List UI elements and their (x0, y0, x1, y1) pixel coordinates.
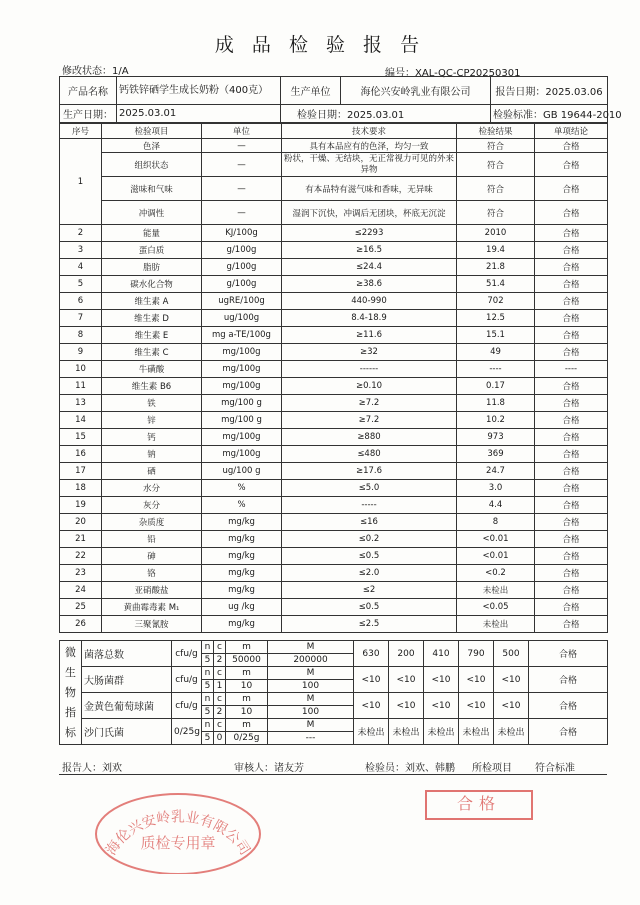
row-result: 符合 (457, 139, 535, 153)
col-header-requirement: 技术要求 (282, 124, 457, 139)
row-item: 硒 (102, 463, 202, 480)
row-number: 20 (60, 514, 102, 531)
row-unit: ug/100 g (202, 463, 282, 480)
row-unit: g/100g (202, 276, 282, 293)
row-unit: mg a-TE/100g (202, 327, 282, 344)
inspector: 检验员：刘欢、韩鹏 (365, 763, 455, 774)
row-number: 17 (60, 463, 102, 480)
row-unit: mg/kg (202, 531, 282, 548)
row-unit: mg/kg (202, 514, 282, 531)
row-conclusion: 合格 (535, 395, 608, 412)
row-requirement: ≥16.5 (282, 242, 457, 259)
seal-outer-text: 海伦兴安岭乳业有限公司 (103, 809, 253, 859)
table-row (60, 497, 608, 514)
row-conclusion: 合格 (535, 599, 608, 616)
row-unit: mg/100g (202, 378, 282, 395)
table-row (60, 599, 608, 616)
row-conclusion: 合格 (535, 531, 608, 548)
micro-c-header: c (214, 719, 226, 732)
table-row (60, 310, 608, 327)
row-result: <0.2 (457, 565, 535, 582)
row-unit: mg/kg (202, 565, 282, 582)
row-result: 未检出 (457, 616, 535, 633)
row-number: 26 (60, 616, 102, 633)
micro-result: <10 (424, 693, 459, 719)
row-requirement: ≤2 (282, 582, 457, 599)
micro-m-header: m (226, 667, 268, 680)
micro-m-header: m (226, 693, 268, 706)
micro-item-name: 金黄色葡萄球菌 (82, 693, 172, 719)
micro-result: 200 (389, 641, 424, 667)
row-item: 维生素 B6 (102, 378, 202, 395)
row-unit: KJ/100g (202, 225, 282, 242)
row-result: 24.7 (457, 463, 535, 480)
row-requirement: ≥32 (282, 344, 457, 361)
micro-M-value: 200000 (268, 654, 354, 667)
row-conclusion: 合格 (535, 276, 608, 293)
microbiology-table-body (60, 641, 608, 745)
row-result: 符合 (457, 177, 535, 201)
row-result: 15.1 (457, 327, 535, 344)
row-result: 51.4 (457, 276, 535, 293)
row-conclusion: 合格 (535, 548, 608, 565)
row-result: 702 (457, 293, 535, 310)
micro-result: <10 (354, 667, 389, 693)
report-date: 报告日期：2025.03.06 (491, 77, 608, 105)
micro-conclusion: 合格 (529, 719, 608, 745)
row-requirement: ≥0.10 (282, 378, 457, 395)
row-item: 钙 (102, 429, 202, 446)
row-item: 铬 (102, 565, 202, 582)
micro-n-value: 5 (202, 654, 214, 667)
row-item: 滋味和气味 (102, 177, 202, 201)
row-conclusion: 合格 (535, 480, 608, 497)
row-conclusion: 合格 (535, 177, 608, 201)
row-item: 砷 (102, 548, 202, 565)
row-item: 黄曲霉毒素 M₁ (102, 599, 202, 616)
row-requirement: ≤480 (282, 446, 457, 463)
row-conclusion: 合格 (535, 310, 608, 327)
row-result: 49 (457, 344, 535, 361)
row-unit: mg/100 g (202, 412, 282, 429)
micro-m-value: 50000 (226, 654, 268, 667)
micro-item-name: 沙门氏菌 (82, 719, 172, 745)
row-unit: mg/100g (202, 429, 282, 446)
table-row (60, 276, 608, 293)
row-number: 2 (60, 225, 102, 242)
row-item: 维生素 A (102, 293, 202, 310)
conform-label: 符合标准 (535, 763, 575, 774)
row-unit: — (202, 201, 282, 225)
row-number: 25 (60, 599, 102, 616)
row-item: 能量 (102, 225, 202, 242)
row-unit: g/100g (202, 242, 282, 259)
row-requirement: ≤16 (282, 514, 457, 531)
row-requirement: ≤2.0 (282, 565, 457, 582)
test-standard: 检验标准：GB 19644-2010 (491, 105, 608, 123)
micro-conclusion: 合格 (529, 667, 608, 693)
micro-label: 微生物指标 (60, 641, 82, 745)
table-row (60, 429, 608, 446)
row-requirement: ------ (282, 361, 457, 378)
production-date-value: 2025.03.01 (117, 105, 281, 123)
row-requirement: 粉状，干燥、无结块，无正常视力可见的外来异物 (282, 153, 457, 177)
table-row (60, 395, 608, 412)
footer-divider (59, 774, 607, 775)
micro-conclusion: 合格 (529, 693, 608, 719)
row-requirement: ≤0.5 (282, 548, 457, 565)
quality-seal-stamp (93, 788, 263, 874)
row-requirement: ≥880 (282, 429, 457, 446)
row-item: 组织状态 (102, 153, 202, 177)
row-number: 5 (60, 276, 102, 293)
row-unit: mg/kg (202, 616, 282, 633)
micro-c-value: 0 (214, 732, 226, 745)
micro-result: 未检出 (389, 719, 424, 745)
row-number: 22 (60, 548, 102, 565)
row-result: 符合 (457, 153, 535, 177)
row-requirement: ----- (282, 497, 457, 514)
row-unit: — (202, 139, 282, 153)
row-number: 4 (60, 259, 102, 276)
row-conclusion: 合格 (535, 497, 608, 514)
micro-result: <10 (494, 667, 529, 693)
micro-n-value: 5 (202, 680, 214, 693)
micro-c-value: 1 (214, 680, 226, 693)
row-number: 6 (60, 293, 102, 310)
row-result: 12.5 (457, 310, 535, 327)
row-unit: — (202, 153, 282, 177)
row-result: 4.4 (457, 497, 535, 514)
table-row (60, 378, 608, 395)
micro-result: <10 (354, 693, 389, 719)
row-item: 脂肪 (102, 259, 202, 276)
row-unit: mg/100 g (202, 395, 282, 412)
micro-item-unit: 0/25g (172, 719, 202, 745)
micro-result: <10 (389, 693, 424, 719)
row-requirement: ≤0.5 (282, 599, 457, 616)
table-row (60, 582, 608, 599)
micro-result: <10 (389, 667, 424, 693)
row-unit: mg/kg (202, 548, 282, 565)
row-conclusion: 合格 (535, 293, 608, 310)
row-requirement: ≤2293 (282, 225, 457, 242)
row-requirement: ≤5.0 (282, 480, 457, 497)
table-row (60, 293, 608, 310)
table-row (60, 242, 608, 259)
row-requirement: 具有本品应有的色泽，均匀一致 (282, 139, 457, 153)
row-number: 13 (60, 395, 102, 412)
micro-header-row (60, 641, 608, 654)
product-value: 钙铁锌硒学生成长奶粉（400克） (117, 77, 281, 105)
micro-result: <10 (459, 693, 494, 719)
micro-result: <10 (494, 693, 529, 719)
micro-M-header: M (268, 641, 354, 654)
micro-n-header: n (202, 667, 214, 680)
row-item: 锌 (102, 412, 202, 429)
row-result: <0.05 (457, 599, 535, 616)
row-number: 21 (60, 531, 102, 548)
row-result: 10.2 (457, 412, 535, 429)
row-item: 冲调性 (102, 201, 202, 225)
row-conclusion: 合格 (535, 463, 608, 480)
row-result: 21.8 (457, 259, 535, 276)
col-header-item: 检验项目 (102, 124, 202, 139)
row-conclusion: 合格 (535, 514, 608, 531)
micro-header-row (60, 667, 608, 680)
row-conclusion: 合格 (535, 259, 608, 276)
row-conclusion: 合格 (535, 429, 608, 446)
row-requirement: 440-990 (282, 293, 457, 310)
micro-m-header: m (226, 719, 268, 732)
row-conclusion: 合格 (535, 446, 608, 463)
product-label: 产品名称 (60, 77, 117, 105)
row-unit: % (202, 497, 282, 514)
row-number: 9 (60, 344, 102, 361)
row-result: 19.4 (457, 242, 535, 259)
row-item: 钠 (102, 446, 202, 463)
table-row (60, 565, 608, 582)
row-item: 铅 (102, 531, 202, 548)
header-table (59, 76, 622, 123)
micro-c-header: c (214, 693, 226, 706)
row-unit: g/100g (202, 259, 282, 276)
row-result: 11.8 (457, 395, 535, 412)
group1-no: 1 (60, 139, 102, 225)
row-requirement: ≥17.6 (282, 463, 457, 480)
col-header-unit: 单位 (202, 124, 282, 139)
col-header-conclusion: 单项结论 (535, 124, 608, 139)
table-row (60, 548, 608, 565)
micro-c-header: c (214, 667, 226, 680)
micro-item-unit: cfu/g (172, 641, 202, 667)
row-conclusion: 合格 (535, 225, 608, 242)
row-requirement: ≥38.6 (282, 276, 457, 293)
row-conclusion: 合格 (535, 565, 608, 582)
table-row (60, 463, 608, 480)
micro-M-value: --- (268, 732, 354, 745)
row-item: 亚硝酸盐 (102, 582, 202, 599)
micro-m-value: 0/25g (226, 732, 268, 745)
row-result: <0.01 (457, 531, 535, 548)
row-item: 碳水化合物 (102, 276, 202, 293)
row-requirement: ≥11.6 (282, 327, 457, 344)
row-result: 369 (457, 446, 535, 463)
micro-n-value: 5 (202, 706, 214, 719)
row-unit: ug /kg (202, 599, 282, 616)
table-row (60, 201, 608, 225)
micro-result: <10 (459, 667, 494, 693)
row-item: 三聚氰胺 (102, 616, 202, 633)
row-result: 3.0 (457, 480, 535, 497)
row-item: 维生素 E (102, 327, 202, 344)
table-row (60, 153, 608, 177)
row-number: 14 (60, 412, 102, 429)
micro-M-header: M (268, 667, 354, 680)
row-conclusion: 合格 (535, 139, 608, 153)
row-item: 铁 (102, 395, 202, 412)
row-number: 19 (60, 497, 102, 514)
document-number: 编号：XAL-QC-CP20250301 (385, 68, 521, 79)
all-items-label: 所检项目 (472, 763, 512, 774)
row-result: 973 (457, 429, 535, 446)
micro-n-value: 5 (202, 732, 214, 745)
row-conclusion: 合格 (535, 412, 608, 429)
row-number: 18 (60, 480, 102, 497)
micro-conclusion: 合格 (529, 641, 608, 667)
revision-status: 修改状态：1/A (62, 66, 129, 77)
micro-result: 未检出 (354, 719, 389, 745)
row-conclusion: ---- (535, 361, 608, 378)
row-item: 蛋白质 (102, 242, 202, 259)
row-number: 10 (60, 361, 102, 378)
reviewer: 审核人：诸友芳 (234, 763, 304, 774)
micro-result: 500 (494, 641, 529, 667)
test-date: 检验日期：2025.03.01 (281, 105, 491, 123)
row-requirement: ≤2.5 (282, 616, 457, 633)
table-header-row (60, 124, 608, 139)
table-row (60, 514, 608, 531)
row-number: 23 (60, 565, 102, 582)
micro-item-unit: cfu/g (172, 693, 202, 719)
row-item: 灰分 (102, 497, 202, 514)
row-item: 维生素 D (102, 310, 202, 327)
micro-c-value: 2 (214, 654, 226, 667)
seal-inner-text: 质检专用章 (140, 834, 216, 852)
micro-header-row (60, 719, 608, 732)
table-row (60, 531, 608, 548)
micro-result: 790 (459, 641, 494, 667)
micro-result: 未检出 (424, 719, 459, 745)
row-result: 未检出 (457, 582, 535, 599)
micro-result: 未检出 (494, 719, 529, 745)
row-conclusion: 合格 (535, 616, 608, 633)
row-result: 2010 (457, 225, 535, 242)
table-row (60, 446, 608, 463)
table-row (60, 225, 608, 242)
micro-M-header: M (268, 719, 354, 732)
row-unit: — (202, 177, 282, 201)
row-conclusion: 合格 (535, 153, 608, 177)
row-unit: ugRE/100g (202, 293, 282, 310)
row-number: 24 (60, 582, 102, 599)
row-number: 3 (60, 242, 102, 259)
row-unit: ug/100g (202, 310, 282, 327)
micro-result: 未检出 (459, 719, 494, 745)
page-title: 成 品 检 验 报 告 (214, 34, 426, 56)
table-row (60, 344, 608, 361)
row-requirement: ≤0.2 (282, 531, 457, 548)
row-number: 16 (60, 446, 102, 463)
micro-result: 630 (354, 641, 389, 667)
row-conclusion: 合格 (535, 201, 608, 225)
col-header-result: 检验结果 (457, 124, 535, 139)
row-requirement: 湿润下沉快，冲调后无团块，杯底无沉淀 (282, 201, 457, 225)
row-result: <0.01 (457, 548, 535, 565)
micro-n-header: n (202, 693, 214, 706)
row-unit: mg/100g (202, 361, 282, 378)
row-number: 7 (60, 310, 102, 327)
producer-value: 海伦兴安岭乳业有限公司 (341, 77, 491, 105)
pass-stamp: 合格 (425, 790, 533, 820)
micro-n-header: n (202, 719, 214, 732)
inspection-table-body (60, 124, 608, 633)
table-row (60, 327, 608, 344)
micro-c-header: c (214, 641, 226, 654)
micro-item-name: 菌落总数 (82, 641, 172, 667)
row-requirement: 8.4-18.9 (282, 310, 457, 327)
table-row (60, 616, 608, 633)
production-date-label: 生产日期： (60, 105, 117, 123)
row-item: 维生素 C (102, 344, 202, 361)
row-conclusion: 合格 (535, 378, 608, 395)
row-unit: mg/100g (202, 446, 282, 463)
table-row (60, 480, 608, 497)
micro-item-name: 大肠菌群 (82, 667, 172, 693)
micro-result: <10 (424, 667, 459, 693)
micro-m-value: 10 (226, 680, 268, 693)
row-item: 杂质度 (102, 514, 202, 531)
row-item: 牛磺酸 (102, 361, 202, 378)
microbiology-table (59, 640, 608, 745)
row-conclusion: 合格 (535, 582, 608, 599)
row-unit: mg/kg (202, 582, 282, 599)
row-requirement: ≥7.2 (282, 395, 457, 412)
table-row (60, 259, 608, 276)
reporter: 报告人：刘欢 (62, 763, 122, 774)
row-result: 8 (457, 514, 535, 531)
row-conclusion: 合格 (535, 242, 608, 259)
table-row (60, 412, 608, 429)
row-result: 0.17 (457, 378, 535, 395)
table-row (60, 361, 608, 378)
row-unit: % (202, 480, 282, 497)
micro-result: 410 (424, 641, 459, 667)
micro-M-value: 100 (268, 706, 354, 719)
micro-header-row (60, 693, 608, 706)
row-requirement: ≥7.2 (282, 412, 457, 429)
producer-label: 生产单位 (281, 77, 341, 105)
row-unit: mg/100g (202, 344, 282, 361)
micro-n-header: n (202, 641, 214, 654)
row-result: 符合 (457, 201, 535, 225)
table-row (60, 177, 608, 201)
row-conclusion: 合格 (535, 327, 608, 344)
row-result: ---- (457, 361, 535, 378)
row-number: 11 (60, 378, 102, 395)
row-requirement: ≤24.4 (282, 259, 457, 276)
row-number: 8 (60, 327, 102, 344)
row-conclusion: 合格 (535, 344, 608, 361)
row-item: 水分 (102, 480, 202, 497)
row-item: 色泽 (102, 139, 202, 153)
inspection-table (59, 123, 608, 633)
micro-item-unit: cfu/g (172, 667, 202, 693)
micro-c-value: 2 (214, 706, 226, 719)
micro-M-value: 100 (268, 680, 354, 693)
table-row (60, 139, 608, 153)
micro-M-header: M (268, 693, 354, 706)
row-number: 15 (60, 429, 102, 446)
row-requirement: 有本品特有滋气味和香味，无异味 (282, 177, 457, 201)
micro-m-value: 10 (226, 706, 268, 719)
col-header-no: 序号 (60, 124, 102, 139)
micro-m-header: m (226, 641, 268, 654)
